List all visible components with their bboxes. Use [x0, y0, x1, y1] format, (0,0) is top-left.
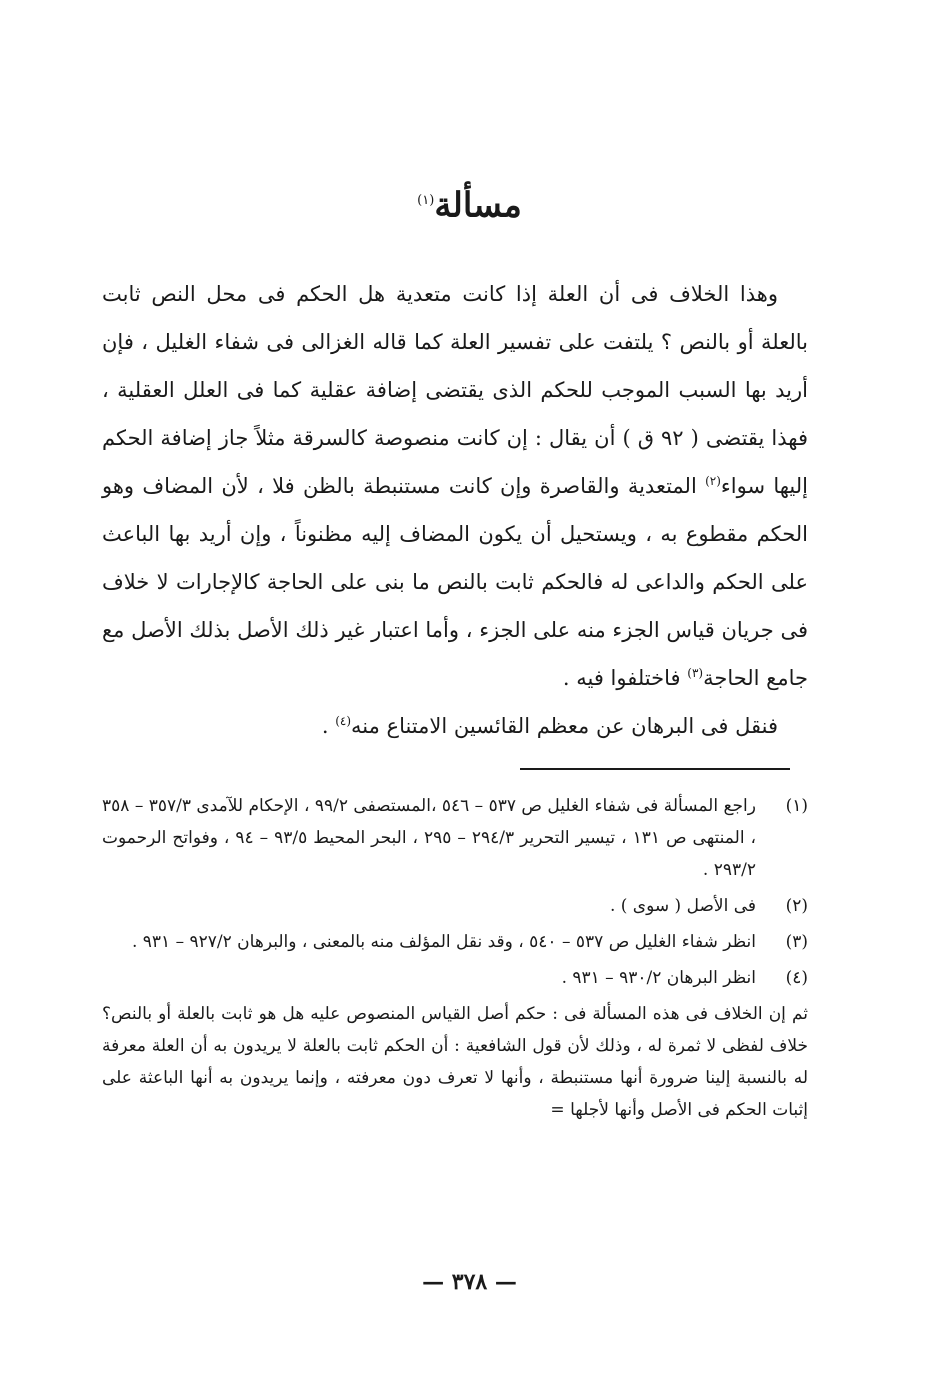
- footnote-text: انظر البرهان ٩٣٠/٢ – ٩٣١ .: [561, 968, 756, 988]
- footnote-ref-1: (١): [417, 193, 435, 208]
- main-text: [102, 270, 808, 750]
- footnote-separator: [520, 768, 790, 770]
- section-title-text: مسألة: [434, 185, 522, 226]
- footnote-ref-4: (٤): [335, 714, 352, 728]
- section-title: [0, 176, 939, 230]
- paragraph-1-text-a: وهذا الخلاف فى أن العلة إذا كانت متعدية هل الحكم فى محل النص ثابت بالعلة أو بالنص ؟ يلتفت على تفسير العلة كما قاله الغزالى فى شفاء الغليل ، فإن أريد بها السبب الموجب للحكم الذى يقتضى إضافة عقلية كما فى العلل العقلية ، فهذا يقتضى ( ٩٢ ق ) أن يقال : إن كانت منصوصة كالسرقة مثلاً جاز إضافة الحكم إليها سواء: [102, 282, 808, 498]
- footnote-ref-2: (٢): [705, 474, 721, 488]
- footnote-number: (١): [785, 796, 808, 816]
- footnote-number: (٤): [785, 968, 808, 988]
- paragraph-2-text-a: فنقل فى البرهان عن معظم القائسين الامتناع منه: [351, 714, 778, 738]
- paragraph-1-text-c: فاختلفوا فيه .: [562, 666, 688, 690]
- page-number: — ٣٧٨ —: [422, 1269, 517, 1295]
- footnote-1: [102, 790, 808, 886]
- paragraph-1-text-b: المتعدية والقاصرة وإن كانت مستنبطة بالظن فلا ، لأن المضاف وهو الحكم مقطوع به ، ويستحيل أن يكون المضاف إليه مظنوناً ، وإن أريد بها الباعث على الحكم والداعى له فالحكم ثابت بالنص ما بنى على الحاجة كالإجارات لا خلاف فى جريان قياس الجزء منه على الجزء ، وأما اعتبار غير ذلك الأصل بذلك الأصل مع جامع الحاجة: [102, 474, 808, 690]
- footnote-ref-3: (٣): [687, 666, 704, 680]
- paragraph-2: [102, 702, 808, 750]
- footnote-number: (٣): [785, 932, 808, 952]
- footnote-text: انظر شفاء الغليل ص ٥٣٧ – ٥٤٠ ، وقد نقل المؤلف منه بالمعنى ، والبرهان ٩٢٧/٢ – ٩٣١ .: [131, 932, 756, 952]
- footnote-2: [102, 890, 808, 922]
- footnotes-section: [102, 790, 808, 1126]
- footnote-text: فى الأصل ( سوى ) .: [609, 896, 756, 916]
- paragraph-1: [102, 270, 808, 702]
- paragraph-2-text-b: .: [321, 714, 336, 738]
- footnote-3: [102, 926, 808, 958]
- footnote-continuation-paragraph: ثم إن الخلاف فى هذه المسألة فى : حكم أصل القياس المنصوص عليه هل هو ثابت بالعلة أو بالنص؟ خلاف لفظى لا ثمرة له ، وذلك لأن قول الشافعية : أن الحكم ثابت بالعلة لا يريدون به أن العلة معرفة له بالنسبة إلينا ضرورة أنها مستنبطة ، وأنها لا تعرف دون معرفته ، وإنما يريدون به أنها الباعثة على إثبات الحكم فى الأصل وأنها لأجلها =: [102, 1004, 808, 1120]
- footnote-text: راجع المسألة فى شفاء الغليل ص ٥٣٧ – ٥٤٦ ،المستصفى ٩٩/٢ ، الإحكام للآمدى ٣٥٧/٣ – ٣٥٨ ، المنتهى ص ١٣١ ، تيسير التحرير ٢٩٤/٣ – ٢٩٥ ، البحر المحيط ٩٣/٥ – ٩٤ ، وفواتح الرحموت ٢٩٣/٢ .: [102, 796, 757, 880]
- footnote-number: (٢): [785, 896, 808, 916]
- footnote-4: [102, 962, 808, 994]
